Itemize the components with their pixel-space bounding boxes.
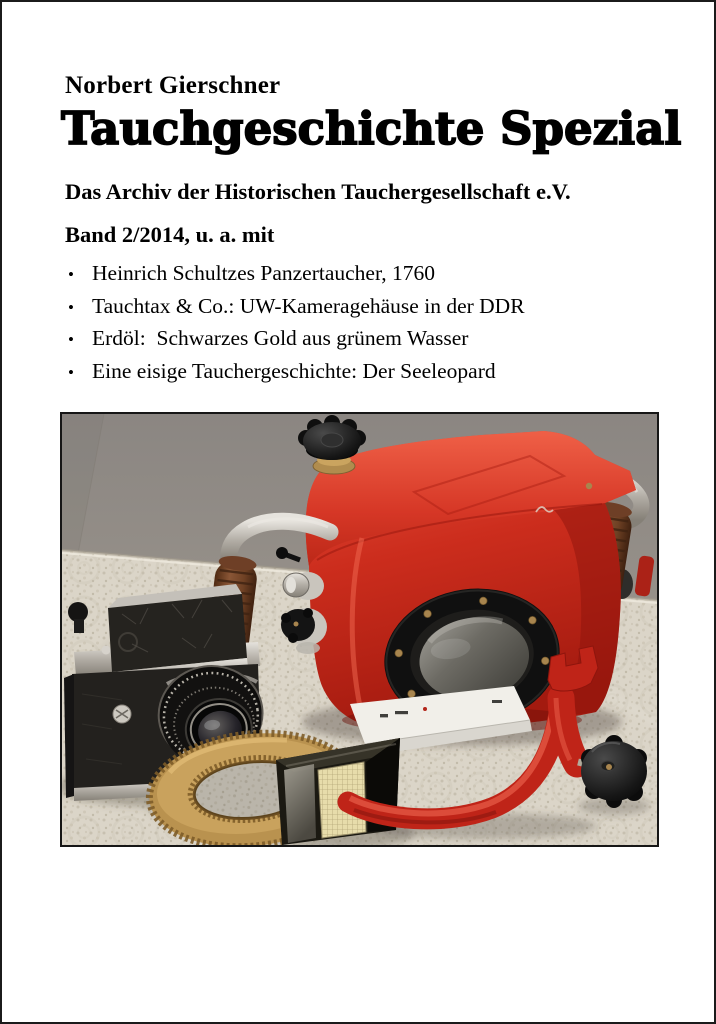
list-item	[68, 359, 525, 392]
list-item-text: Heinrich Schultzes Panzertaucher, 1760	[92, 261, 436, 285]
edition-line: Band 2/2014, u. a. mit	[65, 222, 275, 247]
list-item-text: Tauchtax & Co.: UW-Kameragehäuse in der DDR	[92, 293, 525, 318]
bullet-icon: •	[68, 265, 74, 284]
subtitle: Das Archiv der Historischen Tauchergesellschaft e.V.	[65, 179, 571, 204]
author-name: Norbert Gierschner	[65, 72, 281, 99]
list-item-text: Erdöl: Schwarzes Gold aus grünem Wasser	[92, 326, 469, 350]
cover-photo	[60, 412, 659, 847]
list-item	[68, 294, 525, 327]
photo-illustration	[62, 414, 657, 845]
bullet-icon: •	[68, 330, 74, 349]
list-item	[68, 261, 525, 294]
bullet-icon: •	[68, 362, 74, 382]
list-item	[68, 326, 525, 359]
list-item-text: Eine eisige Tauchergeschichte: Der Seeleopard	[92, 358, 496, 383]
page-title: Tauchgeschichte Spezial	[61, 102, 682, 155]
bullet-icon: •	[68, 297, 74, 317]
contents-list	[68, 261, 525, 391]
